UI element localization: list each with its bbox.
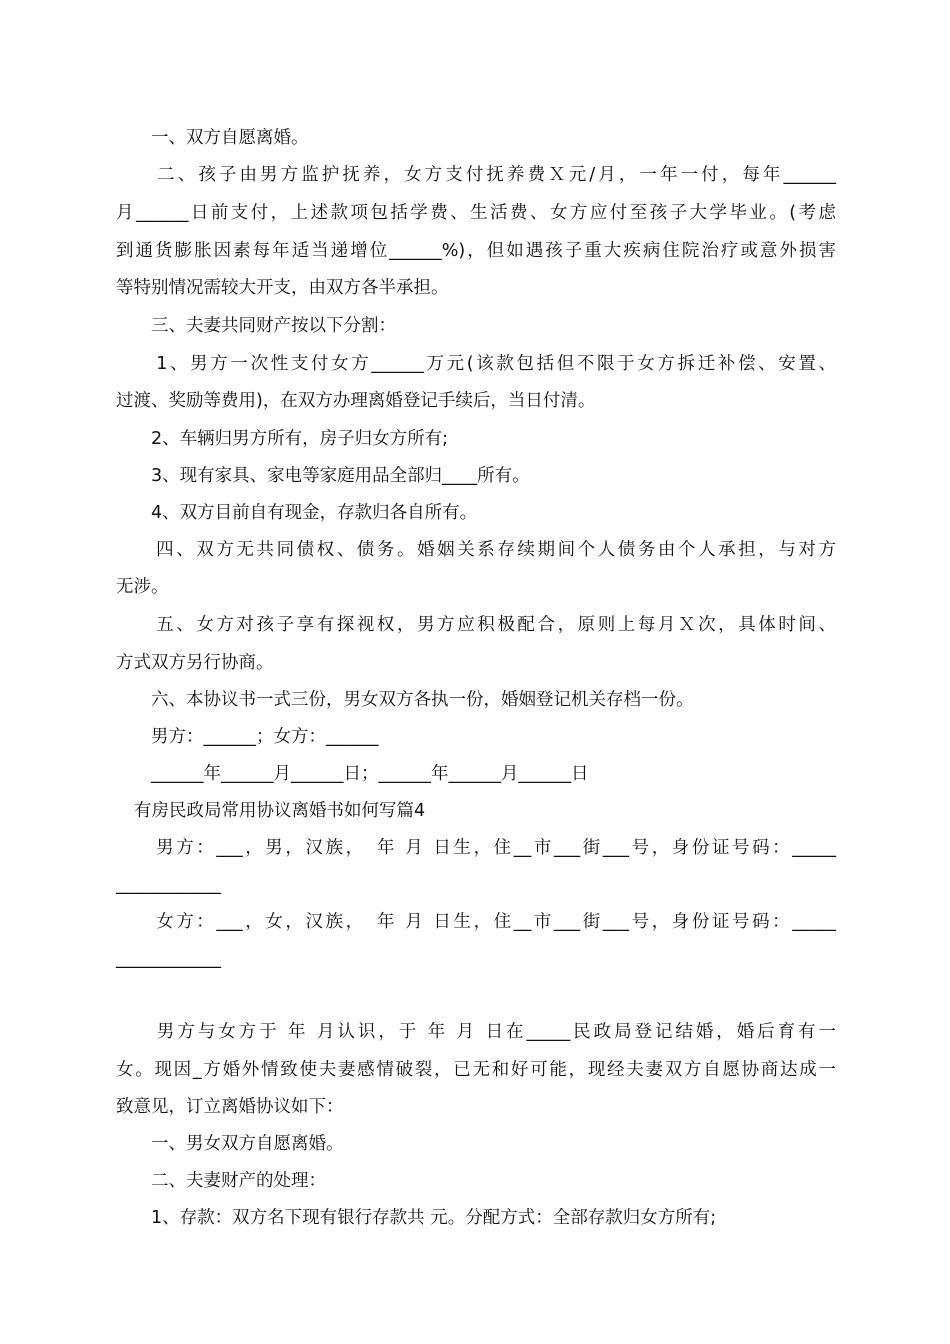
party-male-line-2: ____________ <box>116 875 221 895</box>
party-female-line-1: 女方：___，女，汉族， 年 月 日生，住__市___街___号，身份证号码：_____ <box>116 912 836 932</box>
agreement-clause-2-item-1: 1、存款：双方名下现有银行存款共 元。分配方式：全部存款归女方所有; <box>116 1208 717 1228</box>
party-male-line-1: 男方：___，男，汉族， 年 月 日生，住__市___街___号，身份证号码：_____ <box>116 838 836 858</box>
clause-6: 六、本协议书一式三份，男女双方各执一份，婚姻登记机关存档一份。 <box>116 690 694 710</box>
section-title: 有房民政局常用协议离婚书如何写篇4 <box>134 801 426 821</box>
signature-line: 男方：______；女方：______ <box>116 727 379 747</box>
clause-3-item-4: 4、双方目前自有现金，存款归各自所有。 <box>116 503 478 523</box>
clause-4-line-2: 无涉。 <box>116 577 169 597</box>
clause-5-line-2: 方式双方另行协商。 <box>116 653 274 673</box>
clause-2-line-1: 二、孩子由男方监护抚养，女方支付抚养费Ｘ元/月，一年一付，每年______ <box>116 165 836 185</box>
agreement-clause-2-heading: 二、夫妻财产的处理： <box>116 1171 326 1191</box>
clause-4-line-1: 四、双方无共同债权、债务。婚姻关系存续期间个人债务由个人承担，与对方 <box>116 540 836 560</box>
date-line: ______年______月______日；______年______月______日 <box>116 764 589 784</box>
clause-3-heading: 三、夫妻共同财产按以下分割： <box>116 316 396 336</box>
clause-3-item-1-line-2: 过渡、奖励等费用)，在双方办理离婚登记手续后，当日付清。 <box>116 391 596 411</box>
clause-5-line-1: 五、女方对孩子享有探视权，男方应积极配合，原则上每月Ｘ次，具体时间、 <box>116 615 836 635</box>
clause-3-item-3: 3、现有家具、家电等家庭用品全部归____所有。 <box>116 466 530 486</box>
clause-2-line-2: 月______日前支付，上述款项包括学费、生活费、女方应付至孩子大学毕业。(考虑 <box>116 203 836 223</box>
agreement-clause-1: 一、男女双方自愿离婚。 <box>116 1134 344 1154</box>
party-female-line-2: ____________ <box>116 949 221 969</box>
background-line-3: 致意见，订立离婚协议如下： <box>116 1097 344 1117</box>
clause-1-heading: 一、双方自愿离婚。 <box>116 128 309 148</box>
clause-2-line-4: 等特别情况需较大开支，由双方各半承担。 <box>116 278 449 298</box>
background-line-2: 女。现因_方婚外情致使夫妻感情破裂，已无和好可能，现经夫妻双方自愿协商达成一 <box>116 1060 836 1080</box>
clause-3-item-2: 2、车辆归男方所有，房子归女方所有; <box>116 429 449 449</box>
background-line-1: 男方与女方于 年 月认识，于 年 月 日在_____民政局登记结婚，婚后育有一 <box>116 1022 836 1042</box>
clause-2-line-3: 到通货膨胀因素每年适当递增位______%)，但如遇孩子重大疾病住院治疗或意外损害 <box>116 241 836 261</box>
clause-3-item-1-line-1: 1、男方一次性支付女方______万元(该款包括但不限于女方拆迁补偿、安置、 <box>116 354 836 374</box>
